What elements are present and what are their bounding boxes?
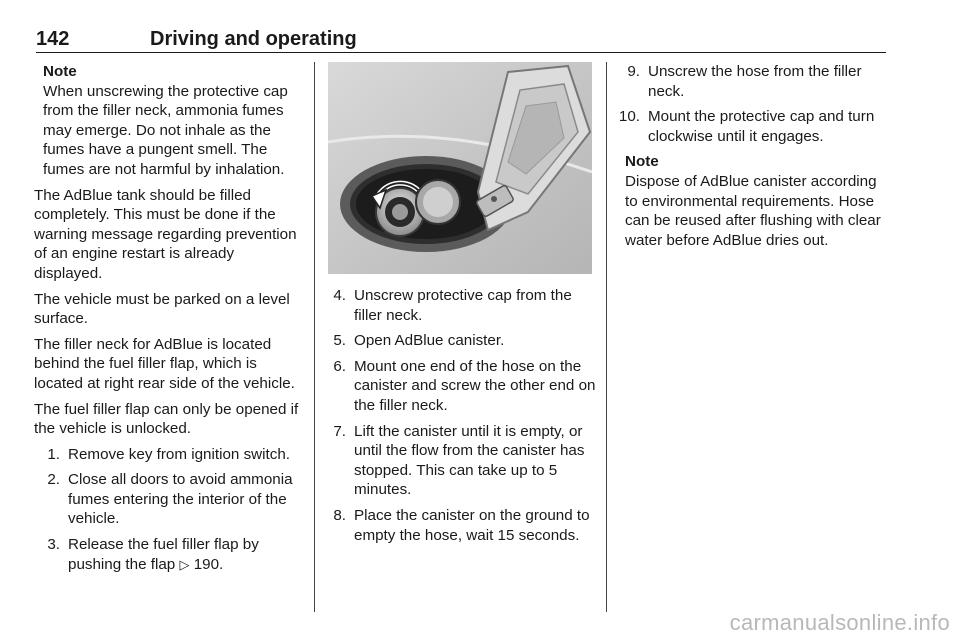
step-number: 7.: [333, 422, 346, 440]
step-text: Mount one end of the hose on the canister and screw the other end on the filler neck.: [354, 357, 596, 414]
step-text: Release the fuel filler flap by pushing the flap: [68, 536, 259, 573]
step-text: Mount the protective cap and turn clockwise until it engages.: [648, 108, 875, 145]
paragraph: The fuel filler flap can only be opened if the vehicle is unlocked.: [34, 400, 299, 438]
list-item: [34, 535, 302, 574]
note-title: Note: [625, 153, 659, 171]
page-ref-arrow-icon[interactable]: ▷: [179, 556, 190, 572]
column-right: [616, 62, 888, 256]
step-text: Place the canister on the ground to empty the hose, wait 15 seconds.: [354, 506, 590, 544]
step-number: 2.: [47, 471, 60, 489]
list-item: [616, 62, 888, 101]
list-item: [616, 107, 888, 146]
step-text: Remove key from ignition switch.: [68, 445, 290, 463]
step-number: 9.: [627, 63, 640, 80]
page-header: [36, 24, 886, 53]
list-item: [328, 506, 596, 545]
list-item: [328, 286, 596, 325]
step-number: 4.: [333, 287, 346, 304]
step-text: Unscrew the hose from the filler neck.: [648, 63, 862, 100]
page-ref-link[interactable]: 190.: [193, 555, 224, 573]
step-number: 5.: [333, 332, 346, 350]
page-number: 142: [36, 28, 70, 50]
column-left: [34, 62, 302, 580]
section-title: Driving and operating: [150, 28, 357, 50]
step-list: [328, 286, 596, 545]
step-number: 10.: [618, 108, 640, 126]
step-text: Close all doors to avoid ammonia fumes entering the interior of the vehicle.: [68, 471, 293, 528]
note-box: [616, 152, 888, 250]
step-text: Unscrew protective cap from the filler neck.: [354, 287, 572, 324]
paragraph: The vehicle must be parked on a level surface.: [34, 290, 290, 328]
list-item: [328, 331, 596, 351]
column-divider: [606, 62, 607, 612]
step-number: 8.: [333, 506, 346, 524]
step-number: 1.: [47, 445, 60, 463]
step-text: Open AdBlue canister.: [354, 332, 505, 350]
note-title: Note: [43, 63, 77, 80]
list-item: [328, 422, 596, 500]
note-text: Dispose of AdBlue canister according to environmental requirements. Hose can be reused after flushing with clear water before AdBlue dries out.: [625, 172, 881, 249]
step-number: 6.: [333, 357, 346, 375]
step-list: [616, 62, 888, 146]
note-box: [34, 62, 302, 180]
column-middle: [328, 62, 596, 551]
step-text: Lift the canister until it is empty, or until the flow from the canister has stopped. This can take up to 5 minutes.: [354, 422, 585, 499]
step-text-with-ref: [68, 535, 302, 574]
paragraph: The filler neck for AdBlue is located behind the fuel filler flap, which is located at right rear side of the vehicle.: [34, 335, 295, 392]
list-item: [34, 445, 302, 465]
paragraph: The AdBlue tank should be filled completely. This must be done if the warning message regarding prevention of an engine restart is already displayed.: [34, 186, 297, 282]
column-divider: [314, 62, 315, 612]
step-list: [34, 445, 302, 575]
note-text: When unscrewing the protective cap from the filler neck, ammonia fumes may emerge. Do not inhale as the fumes have a pungent smell. The fumes are not harmful by inhalation.: [43, 82, 288, 178]
watermark: carmanualsonline.info: [729, 610, 950, 635]
list-item: [34, 470, 302, 529]
step-number: 3.: [47, 536, 60, 554]
list-item: [328, 357, 596, 416]
adblue-filler-photo: [328, 62, 592, 274]
